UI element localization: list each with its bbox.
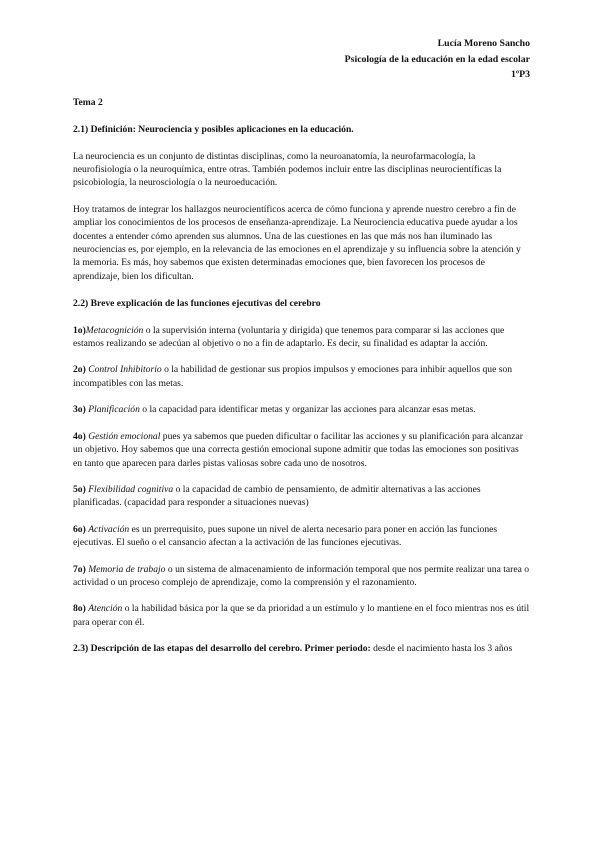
item-term: Flexibilidad cognitiva [88, 483, 174, 495]
executive-function-item [73, 324, 530, 351]
section-2-3 [73, 642, 530, 655]
item-term: Metacognición [85, 324, 144, 336]
item-description: o la capacidad para identificar metas y organizar las acciones para alcanzar esas metas. [139, 404, 476, 416]
item-number: 4o) [73, 430, 89, 442]
item-description: o la capacidad de cambio de pensamiento, de admitir alternativas a las acciones planificadas. (capacidad para responder a situaciones nuevas) [73, 483, 481, 509]
item-number: 1o) [73, 324, 86, 336]
item-description: o la habilidad de gestionar sus propios impulsos y emociones para inhibir aquellos que son incompatibles con las metas. [73, 364, 513, 389]
item-term: Planificación [88, 404, 140, 416]
item-number: 2o) [73, 364, 89, 376]
section-heading-2-1: 2.1) Definición: Neurociencia y posibles aplicaciones en la educación. [73, 124, 354, 136]
section-heading-2-2: 2.2) Breve explicación de las funciones ejecutivas del cerebro [73, 298, 321, 310]
item-description: o la habilidad básica por la que se da prioridad a un estímulo y lo mantiene en el foco mientras nos es útil para operar con él. [73, 603, 530, 628]
paragraph-neuroscience-education: Hoy tratamos de integrar los hallazgos neurocientíficos acerca de cómo funciona y aprende nuestro cerebro a fin de ampliar los conocimientos de los procesos de enseñanza-aprendizaje. La Neurociencia educativa puede ayudar a los docentes a entender cómo aprenden sus alumnos. Una de las cuestiones en las que más nos han iluminado las neurociencias es, por ejemplo, en la relevancia de las emociones en el aprendizaje y su influencia sobre la atención y la memoria. Es más, hoy sabemos que existen determinadas emociones que, bien favorecen los procesos de aprendizaje, bien los dificultan. [73, 203, 521, 282]
document-header [73, 36, 530, 83]
executive-function-item [73, 602, 530, 629]
item-term: Activación [88, 523, 130, 535]
item-term: Memoria de trabajo [88, 563, 166, 575]
item-term: Control Inhibitorio [88, 364, 162, 376]
item-number: 6o) [73, 523, 89, 535]
item-term: Gestión emocional [88, 430, 161, 442]
item-description: pues ya sabemos que pueden dificultar o facilitar las acciones y su planificación para alcanzar un objetivo. Hoy sabemos que una correcta gestión emocional supone admitir que todas las emociones son positivas en tanto que aparecen para darles pistas valiosas sobre cada uno de nosotros. [73, 430, 523, 469]
item-number: 7o) [73, 563, 89, 575]
author-name: Lucía Moreno Sancho [437, 38, 530, 49]
course-name: Psicología de la educación en la edad escolar [344, 53, 530, 65]
paragraph-neuroscience-definition: La neurociencia es un conjunto de distintas disciplinas, como la neuroanatomía, la neurofarmacología, la neurofisiología o la neuroquímica, entre otras. También podemos incluir entre las disciplinas neurocientíficas la psicobiología, la neurosciología o la neuroeducación. [73, 150, 502, 189]
executive-function-item [73, 363, 530, 390]
section-heading-2-3: 2.3) Descripción de las etapas del desarrollo del cerebro. Primer periodo: [73, 643, 371, 655]
item-term: Atención [88, 603, 123, 615]
executive-function-item [73, 523, 530, 550]
item-description: o la supervisión interna (voluntaria y dirigida) que tenemos para comparar si las acciones que estamos realizando se adecúan al objetivo o no a fin de adaptarlo. Es decir, su finalidad es adaptar la acción. [73, 324, 505, 350]
executive-function-item [73, 430, 530, 470]
item-number: 3o) [73, 404, 89, 416]
executive-function-item [73, 403, 530, 416]
item-description: o un sistema de almacenamiento de información temporal que nos permite realizar una tarea o actividad o un proceso complejo de aprendizaje, como la comprensión y el razonamiento. [73, 563, 530, 588]
section-2-3-text: desde el nacimiento hasta los 3 años [370, 643, 513, 655]
group-code: 1ºP3 [510, 69, 530, 81]
item-description: es un prerrequisito, pues supone un nivel de alerta necesario para poner en acción las funciones ejecutivas. El sueño o el cansancio afectan a la activación de las funciones ejecutivas. [73, 523, 498, 549]
item-number: 5o) [73, 483, 89, 495]
executive-function-item [73, 563, 530, 590]
executive-function-item [73, 483, 530, 510]
topic-title: Tema 2 [73, 96, 103, 108]
item-number: 8o) [73, 603, 89, 615]
